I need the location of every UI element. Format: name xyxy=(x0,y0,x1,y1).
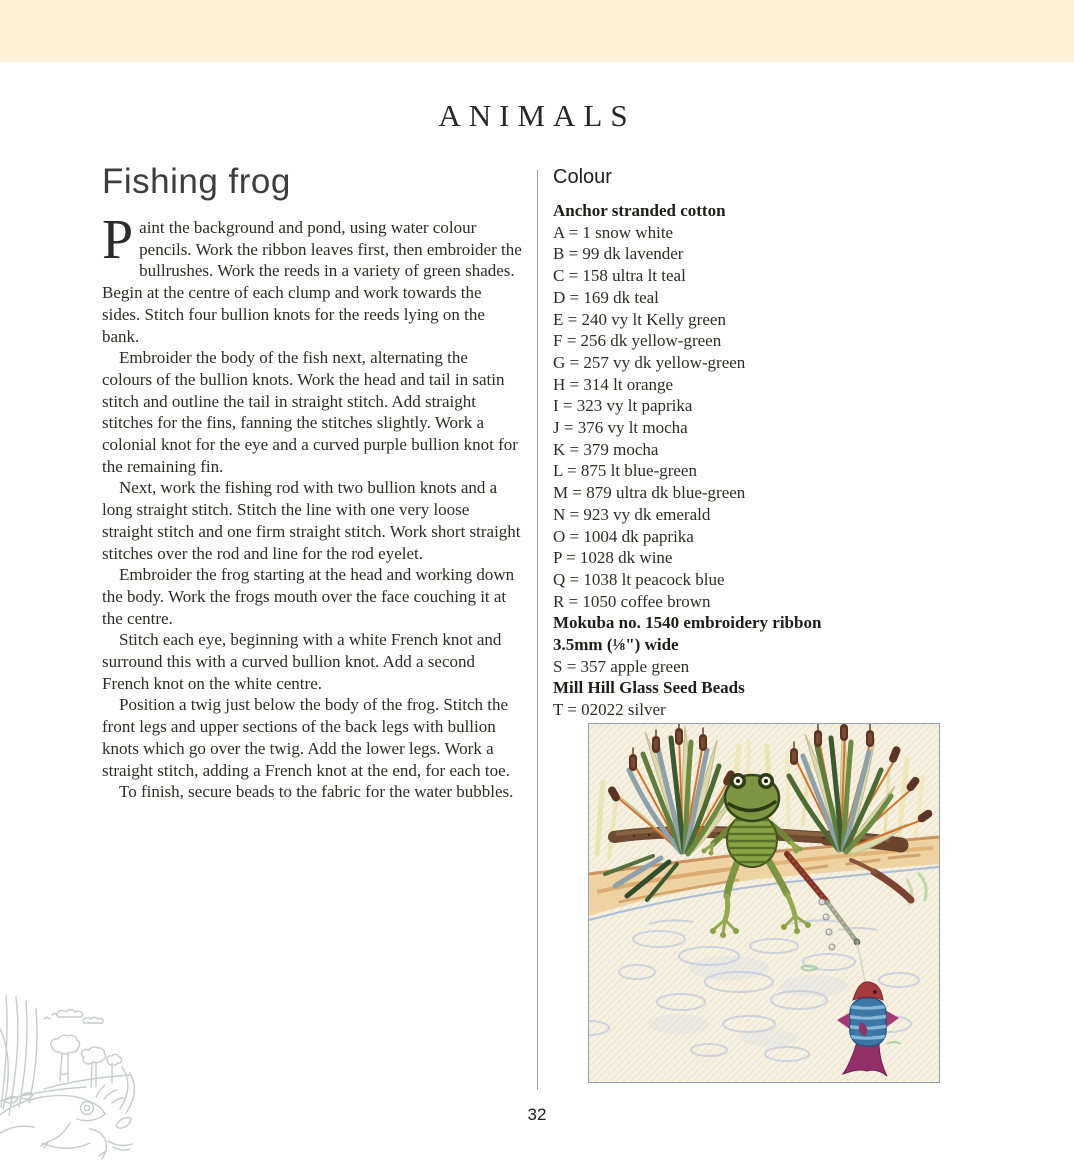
page-number: 32 xyxy=(527,1105,547,1124)
colour-list-item: I = 323 vy lt paprika xyxy=(553,396,693,416)
sketch-birds xyxy=(44,1013,57,1019)
colour-list-item: M = 879 ultra dk blue-green xyxy=(553,483,746,503)
colour-section-header: Mokuba no. 1540 embroidery ribbon xyxy=(553,613,822,633)
colour-list-item: O = 1004 dk paprika xyxy=(553,526,694,546)
header-band xyxy=(0,0,1074,62)
body-paragraphs xyxy=(102,347,522,803)
sketch-frog xyxy=(0,1093,106,1159)
colour-list-item: A = 1 snow white xyxy=(553,222,674,242)
body-paragraph: Position a twig just below the body of the frog. Stitch the front legs and upper sections of the back legs with bullion knots which go over the twig. Add the lower legs. Work a straight stitch, adding a French knot at the end, for each toe. xyxy=(102,695,510,780)
body-paragraph: Stitch each eye, beginning with a white French knot and surround this with a curved bullion knot. Add a second French knot on the white centre. xyxy=(102,630,502,693)
colour-section-header: 3.5mm (⅛") wide xyxy=(553,635,679,655)
colour-list xyxy=(553,200,953,721)
body-paragraph: Embroider the frog starting at the head and working down the body. Work the frogs mouth over the face couching it at the centre. xyxy=(102,565,515,628)
colour-list-item: T = 02022 silver xyxy=(553,700,666,720)
colour-list-item: N = 923 vy dk emerald xyxy=(553,504,711,524)
colour-list-item: B = 99 dk lavender xyxy=(553,244,684,264)
colour-list-item: F = 256 dk yellow-green xyxy=(553,331,722,351)
colour-list-item: S = 357 apple green xyxy=(553,656,690,676)
colour-list-item: K = 379 mocha xyxy=(553,439,659,459)
body-paragraph: Embroider the body of the fish next, alternating the colours of the bullion knots. Work the head and tail in satin stitch and outline the tail in straight stitch. Add straight stitches for the fins, fanning the stitches slightly. Work a colonial knot for the eye and a curved purple bullion knot for the remaining fin. xyxy=(102,348,518,476)
body-paragraph: To finish, secure beads to the fabric for the water bubbles. xyxy=(119,782,514,802)
sketch-clouds xyxy=(57,1010,103,1023)
colour-list-item: L = 875 lt blue-green xyxy=(553,461,697,481)
frog-sketch-watermark xyxy=(0,995,180,1166)
colour-list-item: R = 1050 coffee brown xyxy=(553,591,711,611)
column-divider xyxy=(537,170,538,1090)
colour-section-header: Mill Hill Glass Seed Beads xyxy=(553,678,745,698)
colour-list-item: D = 169 dk teal xyxy=(553,287,659,307)
colour-panel xyxy=(553,166,953,721)
body-paragraph xyxy=(102,209,522,347)
article xyxy=(102,162,522,803)
colour-section-header: Anchor stranded cotton xyxy=(553,201,726,220)
article-title: Fishing frog xyxy=(102,162,291,201)
colour-list-item: C = 158 ultra lt teal xyxy=(553,266,686,286)
body-paragraph: Next, work the fishing rod with two bullion knots and a long straight stitch. Stitch the line with one very loose straight stitch and one firm straight stitch. Work short straight stitches over the rod and line for the rod eyelet. xyxy=(102,478,521,563)
colour-list-item: J = 376 vy lt mocha xyxy=(553,418,688,438)
colour-list-item: P = 1028 dk wine xyxy=(553,548,673,568)
page-title: ANIMALS xyxy=(438,98,636,133)
colour-list-item: H = 314 lt orange xyxy=(553,374,674,394)
colour-list-item: E = 240 vy lt Kelly green xyxy=(553,309,726,329)
drop-cap: P xyxy=(102,209,134,271)
colour-heading: Colour xyxy=(553,166,612,188)
paragraph-text: aint the background and pond, using water colour pencils. Work the ribbon leaves first, then embroider the bullrushes. Work the reeds in a variety of green shades. Begin at the centre of each clump and work towards the sides. Stitch four bullion knots for the reeds lying on the bank. xyxy=(102,218,522,346)
colour-list-item: G = 257 vy dk yellow-green xyxy=(553,352,746,372)
embroidery-photo xyxy=(588,723,940,1083)
colour-list-item: Q = 1038 lt peacock blue xyxy=(553,569,725,589)
